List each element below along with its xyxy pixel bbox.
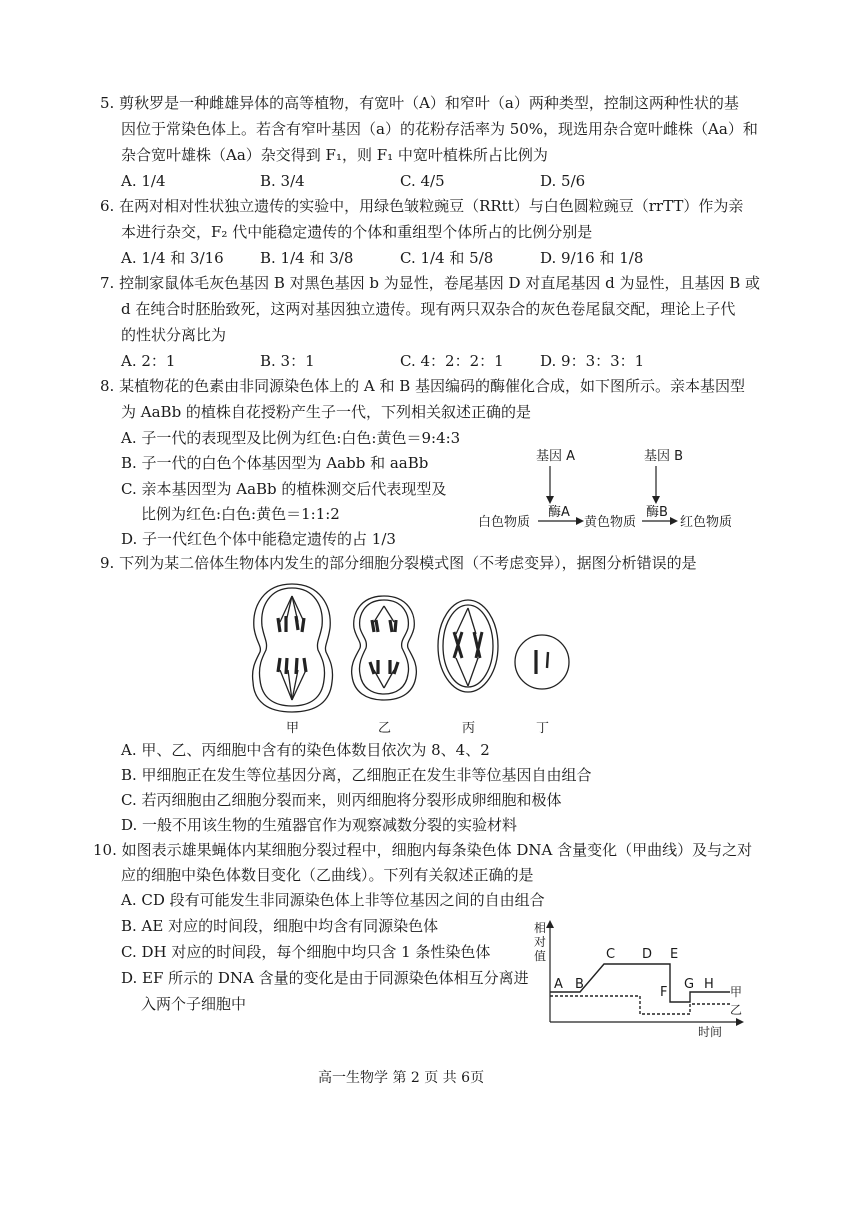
yellow-substance-label: 黄色物质 <box>584 515 637 530</box>
cell-yi <box>352 596 417 700</box>
pigment-pathway-diagram <box>470 442 760 538</box>
enzyme-a-arrowhead <box>576 517 584 525</box>
q10-option-d-cont: 入两个子细胞中 <box>141 995 247 1013</box>
q8-option-b: B. 子一代的白色个体基因型为 Aabb 和 aaBb <box>121 454 429 472</box>
q8-line-1: 8. 某植物花的色素由非同源染色体上的 A 和 B 基因编码的酶催化合成，如下图所示。亲本基因型 <box>100 377 746 395</box>
q9-option-d: D. 一般不用该生物的生殖器官作为观察减数分裂的实验材料 <box>121 816 518 834</box>
q7-option-a: A. 2：1 <box>121 352 176 370</box>
cell-jia <box>253 584 333 712</box>
q10-line-1: 10. 如图表示雄果蝇体内某细胞分裂过程中，细胞内每条染色体 DNA 含量变化（甲曲线）及与之对 <box>93 841 753 859</box>
q5-option-c: C. 4/5 <box>400 172 445 190</box>
enzyme-a-label: 酶A <box>548 505 570 520</box>
gene-a-label: 基因 A <box>536 449 576 464</box>
gene-a-arrowhead <box>546 496 554 504</box>
cell-label-jia: 甲 <box>286 721 300 736</box>
q7-option-b: B. 3：1 <box>260 352 315 370</box>
cell-ding <box>515 635 569 689</box>
q5-line-3: 杂合宽叶雄株（Aa）杂交得到 F₁，则 F₁ 中宽叶植株所占比例为 <box>121 146 548 164</box>
q7-line-3: 的性状分离比为 <box>121 326 227 344</box>
q9-option-a: A. 甲、乙、丙细胞中含有的染色体数目依次为 8、4、2 <box>121 741 490 759</box>
cell-bing <box>438 600 498 692</box>
q10-option-b: B. AE 对应的时间段，细胞中均含有同源染色体 <box>121 917 439 935</box>
q6-option-c: C. 1/4 和 5/8 <box>400 249 494 267</box>
q7-option-d: D. 9：3：3：1 <box>540 352 645 370</box>
point-a: A <box>554 977 563 992</box>
q8-option-d: D. 子一代红色个体中能稳定遗传的占 1/3 <box>121 530 396 548</box>
q7-line-2: d 在纯合时胚胎致死，这两对基因独立遗传。现有两只双杂合的灰色卷尾鼠交配，理论上子代 <box>121 300 736 318</box>
q8-option-c-cont: 比例为红色:白色:黄色＝1:1:2 <box>141 505 340 523</box>
white-substance-label: 白色物质 <box>478 515 531 530</box>
red-substance-label: 红色物质 <box>680 515 733 530</box>
point-h: H <box>704 977 714 992</box>
q10-option-c: C. DH 对应的时间段，每个细胞中均只含 1 条性染色体 <box>121 943 491 961</box>
curve-jia-label: 甲 <box>730 985 743 999</box>
q9-line-1: 9. 下列为某二倍体生物体内发生的部分细胞分裂模式图（不考虑变异），据图分析错误的是 <box>100 554 697 572</box>
point-g: G <box>684 977 695 992</box>
q8-line-2: 为 AaBb 的植株自花授粉产生子一代，下列相关叙述正确的是 <box>121 403 531 421</box>
q5-option-b: B. 3/4 <box>260 172 305 190</box>
q5-line-2: 因位于常染色体上。若含有窄叶基因（a）的花粉存活率为 50%，现选用杂合宽叶雌株（Aa）和 <box>121 120 758 138</box>
q10-line-2: 应的细胞中染色体数目变化（乙曲线）。下列有关叙述正确的是 <box>121 866 534 884</box>
q5-option-a: A. 1/4 <box>121 172 166 190</box>
y-axis-label-3: 值 <box>534 949 547 963</box>
cell-label-ding: 丁 <box>536 721 550 736</box>
q6-line-1: 6. 在两对相对性状独立遗传的实验中，用绿色皱粒豌豆（RRtt）与白色圆粒豌豆（rrTT）作为亲 <box>100 197 744 215</box>
y-axis-arrowhead <box>546 920 554 928</box>
q9-option-b: B. 甲细胞正在发生等位基因分离，乙细胞正在发生非等位基因自由组合 <box>121 766 592 784</box>
enzyme-b-arrowhead <box>670 517 678 525</box>
enzyme-b-label: 酶B <box>646 505 668 520</box>
x-axis-label: 时间 <box>698 1025 723 1038</box>
q6-option-d: D. 9/16 和 1/8 <box>540 249 644 267</box>
q5-line-1: 5. 剪秋罗是一种雌雄异体的高等植物，有宽叶（A）和窄叶（a）两种类型，控制这两种性状的基 <box>100 94 739 112</box>
dna-chromosome-graph <box>530 918 750 1038</box>
gene-b-arrowhead <box>652 496 660 504</box>
cell-label-bing: 丙 <box>462 721 476 736</box>
cell-division-figure <box>250 576 590 736</box>
q10-option-a: A. CD 段有可能发生非同源染色体上非等位基因之间的自由组合 <box>121 891 545 909</box>
q6-line-2: 本进行杂交，F₂ 代中能稳定遗传的个体和重组型个体所占的比例分别是 <box>121 223 593 241</box>
point-f: F <box>660 985 668 1000</box>
page-footer: 高一生物学 第 2 页 共 6页 <box>318 1070 485 1086</box>
q6-option-b: B. 1/4 和 3/8 <box>260 249 354 267</box>
point-e: E <box>670 947 679 962</box>
x-axis-arrowhead <box>736 1018 744 1026</box>
y-axis-label-1: 相 <box>534 921 547 935</box>
point-c: C <box>606 947 616 962</box>
curve-yi-line <box>550 996 730 1014</box>
q7-line-1: 7. 控制家鼠体毛灰色基因 B 对黑色基因 b 为显性，卷尾基因 D 对直尾基因 d 为显性，且基因 B 或 <box>100 274 761 292</box>
q10-option-d: D. EF 所示的 DNA 含量的变化是由于同源染色体相互分离进 <box>121 969 529 987</box>
curve-yi-label: 乙 <box>730 1003 743 1017</box>
point-d: D <box>642 947 653 962</box>
q7-option-c: C. 4：2：2：1 <box>400 352 504 370</box>
point-b: B <box>575 977 584 992</box>
q6-option-a: A. 1/4 和 3/16 <box>121 249 224 267</box>
q8-option-c: C. 亲本基因型为 AaBb 的植株测交后代表现型及 <box>121 480 447 498</box>
y-axis-label-2: 对 <box>534 935 547 949</box>
q5-option-d: D. 5/6 <box>540 172 586 190</box>
gene-b-label: 基因 B <box>644 449 684 464</box>
q8-option-a: A. 子一代的表现型及比例为红色:白色:黄色＝9:4:3 <box>121 429 461 447</box>
cell-label-yi: 乙 <box>378 721 392 736</box>
q9-option-c: C. 若丙细胞由乙细胞分裂而来，则丙细胞将分裂形成卵细胞和极体 <box>121 791 562 809</box>
